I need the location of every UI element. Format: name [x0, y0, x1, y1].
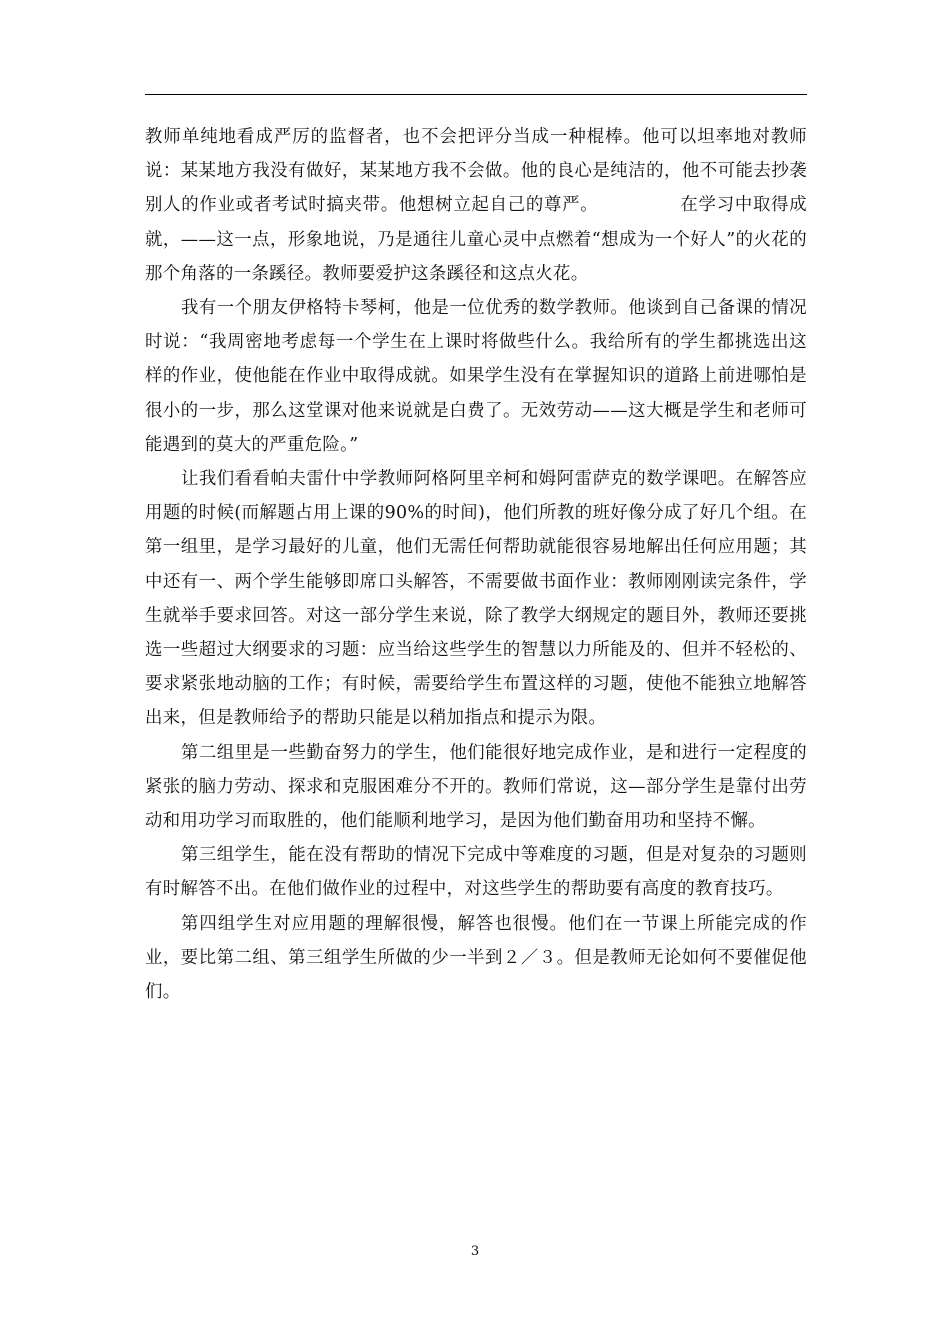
paragraph-5: 第三组学生，能在没有帮助的情况下完成中等难度的习题，但是对复杂的习题则有时解答不出。在他们做作业的过程中，对这些学生的帮助要有高度的教育技巧。 — [145, 845, 807, 900]
paragraph-3: 让我们看看帕夫雷什中学教师阿格阿里辛柯和姆阿雷萨克的数学课吧。在解答应用题的时候(而解题占用上课的90%的时间)，他们所教的班好像分成了好几个组。在第一组里，是学习最好的儿童，他们无需任何帮助就能很容易地解出任何应用题；其中还有一、两个学生能够即席口头解答，不需要做书面作业：教师刚刚读完条件，学生就举手要求回答。对这一部分学生来说，除了教学大纲规定的题目外，教师还要挑选一些超过大纲要求的习题：应当给这些学生的智慧以力所能及的、但并不轻松的、要求紧张地动脑的工作；有时候，需要给学生布置这样的习题，使他不能独立地解答出来，但是教师给予的帮助只能是以稍加指点和提示为限。 — [145, 469, 807, 729]
paragraph-2: 我有一个朋友伊格特卡琴柯，他是一位优秀的数学教师。他谈到自己备课的情况时说：“我周密地考虑每一个学生在上课时将做些什么。我给所有的学生都挑选出这样的作业，使他能在作业中取得成就。如果学生没有在掌握知识的道路上前进哪怕是很小的一步，那么这堂课对他来说就是白费了。无效劳动——这大概是学生和老师可能遇到的莫大的严重危险。” — [145, 298, 807, 455]
document-body — [145, 120, 807, 1009]
header-rule — [145, 94, 807, 95]
paragraph-6: 第四组学生对应用题的理解很慢，解答也很慢。他们在一节课上所能完成的作业，要比第二组、第三组学生所做的少一半到２／３。但是教师无论如何不要催促他们。 — [145, 913, 807, 1003]
paragraph-4: 第二组里是一些勤奋努力的学生，他们能很好地完成作业，是和进行一定程度的紧张的脑力劳动、探求和克服困难分不开的。教师们常说，这—部分学生是靠付出劳动和用功学习而取胜的，他们能顺利地学习，是因为他们勤奋用功和坚持不懈。 — [145, 742, 807, 832]
paragraph-1: 教师单纯地看成严厉的监督者，也不会把评分当成一种棍棒。他可以坦率地对教师说：某某地方我没有做好，某某地方我不会做。他的良心是纯洁的，他不可能去抄袭别人的作业或者考试时搞夹带。他想树立起自己的尊严。 在学习中取得成就，——这一点，形象地说，乃是通往儿童心灵中点燃着“想成为一个好人”的火花的那个角落的一条蹊径。教师要爱护这条蹊径和这点火花。 — [145, 127, 807, 284]
page-number: 3 — [470, 1244, 480, 1259]
